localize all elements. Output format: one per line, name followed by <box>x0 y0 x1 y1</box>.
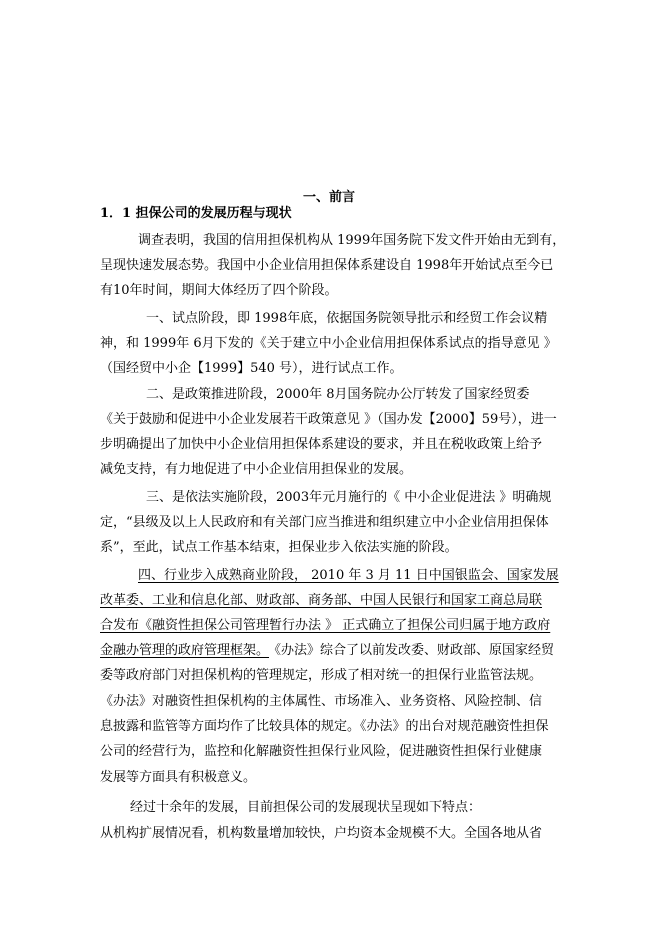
paragraph-line: 二、是政策推进阶段，2000年 8月国务院办公厅转发了国家经贸委 <box>146 387 530 402</box>
paragraph-line: 发展等方面具有积极意义。 <box>100 770 257 785</box>
paragraph-line: 减免支持，有力地促进了中小企业信用担保业的发展。 <box>100 462 413 477</box>
paragraph-line: 系”，至此，试点工作基本结束，担保业步入依法实施的阶段。 <box>100 540 458 555</box>
paragraph-line: 公司的经营行为，监控和化解融资性担保行业风险，促进融资性担保行业健康 <box>100 744 543 759</box>
paragraph-line: 调查表明，我国的信用担保机构从 1999年国务院下发文件开始由无到有， <box>138 233 566 248</box>
paragraph-line: 《办法》综合了以前发改委、财政部、原国家经贸 <box>268 643 555 658</box>
paragraph-line: 经过十余年的发展，目前担保公司的发展现状呈现如下特点： <box>130 800 482 815</box>
paragraph-line: 《关于鼓励和促进中小企业发展若干政策意见 》（国办发【2000】59号），进一 <box>100 412 557 427</box>
underlined-line: 金融办管理的政府管理框架。 <box>100 643 270 658</box>
paragraph-line: 有10年时间，期间大体经历了四个阶段。 <box>100 283 338 298</box>
underlined-line: 改革委、工业和信息化部、财政部、商务部、中国人民银行和国家工商总局联 <box>100 593 543 608</box>
paragraph-line: 《办法》对融资性担保机构的主体属性、市场准入、业务资格、风险控制、信 <box>100 694 543 709</box>
paragraph-line: 从机构扩展情况看，机构数量增加较快，户均资本金规模不大。全国各地从省 <box>100 826 543 841</box>
paragraph-line: 委等政府部门对担保机构的管理规定，形成了相对统一的担保行业监管法规。 <box>100 668 543 683</box>
paragraph-line: 步明确提出了加快中小企业信用担保体系建设的要求，并且在税收政策上给予 <box>100 437 543 452</box>
underlined-line: 四、行业步入成熟商业阶段， 2010 年 3 月 11 日中国银监会、国家发展 <box>138 568 559 583</box>
underlined-line: 合发布《融资性担保公司管理暂行办法 》 正式确立了担保公司归属于地方政府 <box>100 618 551 633</box>
paragraph-line: 一、试点阶段，即 1998年底，依据国务院领导批示和经贸工作会议精 <box>146 311 548 326</box>
section-title: 1．1 担保公司的发展历程与现状 <box>100 206 292 221</box>
paragraph-line: 定，“县级及以上人民政府和有关部门应当推进和组织建立中小企业信用担保体 <box>100 515 549 530</box>
page-heading: 一、前言 <box>303 190 356 205</box>
paragraph-line: 呈现快速发展态势。我国中小企业信用担保体系建设自 1998年开始试点至今已 <box>100 258 554 273</box>
paragraph-line: 三、是依法实施阶段，2003年元月施行的《 中小企业促进法 》明确规 <box>146 490 552 505</box>
paragraph-line: 息披露和监管等方面均作了比较具体的规定。《办法》的出台对规范融资性担保 <box>100 719 549 734</box>
paragraph-line: 神，和 1999年 6月下发的《关于建立中小企业信用担保体系试点的指导意见 》 <box>100 336 557 351</box>
paragraph-line: （国经贸中小企【1999】540 号），进行试点工作。 <box>100 361 403 376</box>
